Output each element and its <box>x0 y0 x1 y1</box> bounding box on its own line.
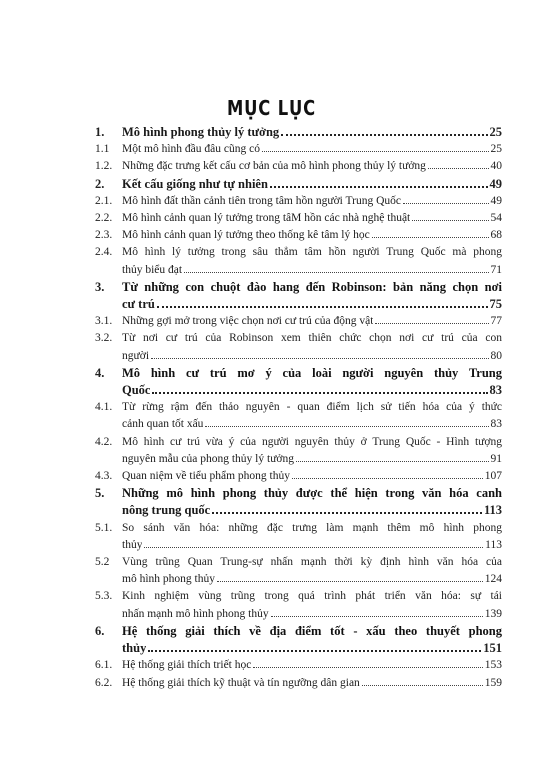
toc-title-text: Những gợi mở trong việc chọn nơi cư trú của động vật <box>122 315 374 328</box>
toc-title-text: Kết cấu giống như tự nhiên <box>122 176 268 191</box>
toc-entry-body <box>122 657 502 674</box>
toc-number: 3.1. <box>95 315 113 328</box>
toc-page-number: 71 <box>490 263 502 276</box>
toc-leader-line <box>122 348 502 365</box>
toc-page-number: 124 <box>484 573 502 586</box>
toc-title-text: Một mô hình đầu đâu cũng có <box>122 143 260 156</box>
toc-chapter[interactable] <box>95 623 502 657</box>
toc-section[interactable] <box>95 210 502 227</box>
toc-page-number: 91 <box>490 452 502 465</box>
toc-entry-body <box>122 176 502 193</box>
dot-leader <box>151 358 488 359</box>
toc-entry-body <box>122 365 502 399</box>
toc-title-text: cảnh quan tốt xấu <box>122 418 204 431</box>
toc-leader-line <box>122 537 502 554</box>
toc-number: 4. <box>95 365 105 380</box>
dot-leader <box>205 426 488 427</box>
toc-title-text: Quan niệm về tiểu phẩm phong thủy <box>122 470 290 483</box>
toc-page-number: 49 <box>489 176 502 191</box>
toc-page-number: 159 <box>484 676 502 689</box>
toc-entry-body <box>122 623 502 657</box>
dot-leader <box>152 392 487 394</box>
toc-leader-line <box>122 675 502 692</box>
toc-leader-line <box>122 468 502 485</box>
toc-title-text: Quốc <box>122 383 151 398</box>
toc-title-text: Hệ thống giải thích triết học <box>122 659 252 672</box>
toc-entry-body <box>122 141 502 158</box>
toc-number: 1.2. <box>95 160 113 173</box>
toc-leader-line <box>122 210 502 227</box>
toc-page-number: 68 <box>490 229 502 242</box>
table-of-contents <box>95 124 502 692</box>
toc-leader-line <box>122 313 502 330</box>
toc-section[interactable] <box>95 193 502 210</box>
toc-section[interactable] <box>95 330 502 364</box>
toc-leader-line <box>122 124 502 141</box>
toc-number: 2.4. <box>95 246 113 259</box>
toc-title-text: Mô hình phong thủy lý tưởng <box>122 125 280 139</box>
toc-chapter[interactable] <box>95 485 502 519</box>
toc-title-line: Mô hình cư trú mơ ý của loài người nguyên thủy Trung <box>122 365 502 380</box>
toc-title-text: thủy biểu đạt <box>122 263 183 276</box>
toc-leader-line <box>122 158 502 175</box>
toc-title-line: Kinh nghiệm vùng trũng trong quá trình phát triển văn hóa: sự tái <box>122 590 502 603</box>
toc-page-number: 40 <box>490 160 502 173</box>
dot-leader <box>292 478 483 479</box>
toc-number: 2.1. <box>95 194 113 207</box>
toc-number: 3. <box>95 279 105 294</box>
toc-entry-body <box>122 434 502 468</box>
dot-leader <box>212 512 482 514</box>
toc-chapter[interactable] <box>95 365 502 399</box>
dot-leader <box>271 616 483 617</box>
toc-number: 5. <box>95 486 105 501</box>
toc-entry-body <box>122 124 502 141</box>
toc-title-text: nguyên mẫu của phong thủy lý tưởng <box>122 452 295 465</box>
toc-section[interactable] <box>95 158 502 175</box>
toc-title-text: nông trung quốc <box>122 503 211 518</box>
toc-number: 6.1. <box>95 659 113 672</box>
toc-number: 5.3. <box>95 590 113 603</box>
toc-title-text: thủy <box>122 641 147 656</box>
toc-page-number: 153 <box>484 659 502 672</box>
toc-number: 3.2. <box>95 332 113 345</box>
toc-page-number: 49 <box>490 194 502 207</box>
toc-section[interactable] <box>95 468 502 485</box>
toc-page-number: 107 <box>484 470 502 483</box>
toc-entry-body <box>122 313 502 330</box>
toc-page-number: 25 <box>489 125 502 139</box>
dot-leader <box>428 168 489 169</box>
toc-entry-body <box>122 244 502 278</box>
toc-section[interactable] <box>95 554 502 588</box>
toc-page-number: 25 <box>490 143 502 156</box>
page-title: MỤC LỤC <box>227 96 316 120</box>
toc-entry-body <box>122 588 502 622</box>
toc-title-text: Những đặc trưng kết cấu cơ bản của mô hình phong thủy lý tưởng <box>122 160 426 173</box>
toc-entry-body <box>122 279 502 313</box>
toc-number: 1. <box>95 125 105 139</box>
toc-number: 1.1 <box>95 143 110 156</box>
dot-leader <box>144 547 483 548</box>
toc-section[interactable] <box>95 675 502 692</box>
toc-number: 2. <box>95 176 105 191</box>
toc-title-text: người <box>122 349 150 362</box>
dot-leader <box>296 461 488 462</box>
dot-leader <box>412 220 488 221</box>
toc-leader-line <box>122 571 502 588</box>
toc-title-line: Từ rừng rậm đến thảo nguyên - quan điểm lịch sử tiến hóa của ý thức <box>122 401 502 414</box>
toc-entry-body <box>122 227 502 244</box>
dot-leader <box>157 306 488 308</box>
toc-page-number: 54 <box>490 212 502 225</box>
toc-title-text: Hệ thống giải thích kỹ thuật và tín ngưỡng dân gian <box>122 676 360 689</box>
toc-section[interactable] <box>95 588 502 622</box>
toc-leader-line <box>122 606 502 623</box>
toc-title-line: Hệ thống giải thích về địa điểm tốt - xấu theo thuyết phong <box>122 623 502 638</box>
toc-leader-line <box>122 176 502 193</box>
toc-number: 6. <box>95 623 105 638</box>
toc-section[interactable] <box>95 141 502 158</box>
toc-chapter[interactable] <box>95 279 502 313</box>
toc-entry-body <box>122 554 502 588</box>
dot-leader <box>148 650 481 652</box>
toc-number: 4.1. <box>95 401 113 414</box>
dot-leader <box>403 203 488 204</box>
dot-leader <box>253 667 482 668</box>
dot-leader <box>184 272 488 273</box>
toc-section[interactable] <box>95 227 502 244</box>
toc-title-line: So sánh văn hóa: những đặc trưng làm mạnh thêm mô hình phong <box>122 521 502 534</box>
toc-leader-line <box>122 451 502 468</box>
toc-section[interactable] <box>95 520 502 554</box>
toc-title-text: cư trú <box>122 297 155 312</box>
toc-section[interactable] <box>95 434 502 468</box>
toc-leader-line <box>122 382 502 399</box>
dot-leader <box>262 151 489 152</box>
toc-entry-body <box>122 675 502 692</box>
toc-page-number: 75 <box>489 297 502 312</box>
toc-leader-line <box>122 227 502 244</box>
toc-section[interactable] <box>95 399 502 433</box>
toc-title-line: Những mô hình phong thủy được thể hiện trong văn hóa canh <box>122 486 502 501</box>
toc-page-number: 80 <box>490 349 502 362</box>
toc-page-number: 77 <box>490 315 502 328</box>
toc-page-number: 83 <box>489 383 502 398</box>
toc-title-line: Mô hình cư trú vừa ý của người nguyên thủy ở Trung Quốc - Hình tượng <box>122 435 502 448</box>
toc-entry-body <box>122 158 502 175</box>
toc-page-number: 83 <box>490 418 502 431</box>
toc-title-text: mô hình phong thủy <box>122 573 215 586</box>
toc-page-number: 113 <box>485 538 502 551</box>
toc-title-text: nhấn mạnh mô hình phong thủy <box>122 607 269 620</box>
toc-leader-line <box>122 640 502 657</box>
toc-leader-line <box>122 262 502 279</box>
toc-title-line: Vùng trũng Quan Trung-sự nhấn mạnh thời kỳ định hình văn hóa của <box>122 556 502 569</box>
toc-number: 5.2 <box>95 556 110 569</box>
dot-leader <box>281 134 487 136</box>
toc-title-text: Mô hình cảnh quan lý tưởng theo thống kê tâm lý học <box>122 229 370 242</box>
toc-leader-line <box>122 193 502 210</box>
toc-entry-body <box>122 468 502 485</box>
toc-leader-line <box>122 296 502 313</box>
toc-entry-body <box>122 399 502 433</box>
toc-entry-body <box>122 210 502 227</box>
toc-leader-line <box>122 502 502 519</box>
toc-leader-line <box>122 416 502 433</box>
dot-leader <box>372 237 489 238</box>
toc-number: 4.3. <box>95 470 113 483</box>
toc-chapter[interactable] <box>95 124 502 141</box>
toc-title-text: Mô hình cảnh quan lý tưởng trong tâM hồn các nhà nghệ thuật <box>122 212 411 225</box>
toc-chapter[interactable] <box>95 176 502 193</box>
toc-title-text: thủy <box>122 538 143 551</box>
toc-page-number: 113 <box>483 503 502 518</box>
dot-leader <box>362 685 483 686</box>
toc-entry-body <box>122 520 502 554</box>
dot-leader <box>270 186 488 188</box>
toc-leader-line <box>122 141 502 158</box>
toc-title-line: Mô hình lý tưởng trong sâu thẳm tâm hồn người Trung Quốc mà phong <box>122 246 502 259</box>
toc-title-text: Mô hình đất thần cảnh tiên trong tâm hồn người Trung Quốc <box>122 194 402 207</box>
toc-title-line: Từ những con chuột đào hang đến Robinson: bản năng chọn nơi <box>122 279 502 294</box>
dot-leader <box>217 581 483 582</box>
toc-number: 4.2. <box>95 435 113 448</box>
toc-entry-body <box>122 330 502 364</box>
toc-entry-body <box>122 485 502 519</box>
toc-page-number: 139 <box>484 607 502 620</box>
toc-number: 5.1. <box>95 521 113 534</box>
toc-number: 2.3. <box>95 229 113 242</box>
toc-title-line: Từ nơi cư trú của Robinson xem thiên chức chọn nơi cư trú của con <box>122 332 502 345</box>
dot-leader <box>375 323 488 324</box>
toc-entry-body <box>122 193 502 210</box>
toc-page-number: 151 <box>483 641 502 656</box>
toc-number: 2.2. <box>95 212 113 225</box>
toc-leader-line <box>122 657 502 674</box>
toc-section[interactable] <box>95 313 502 330</box>
toc-section[interactable] <box>95 657 502 674</box>
toc-section[interactable] <box>95 244 502 278</box>
toc-number: 6.2. <box>95 676 113 689</box>
